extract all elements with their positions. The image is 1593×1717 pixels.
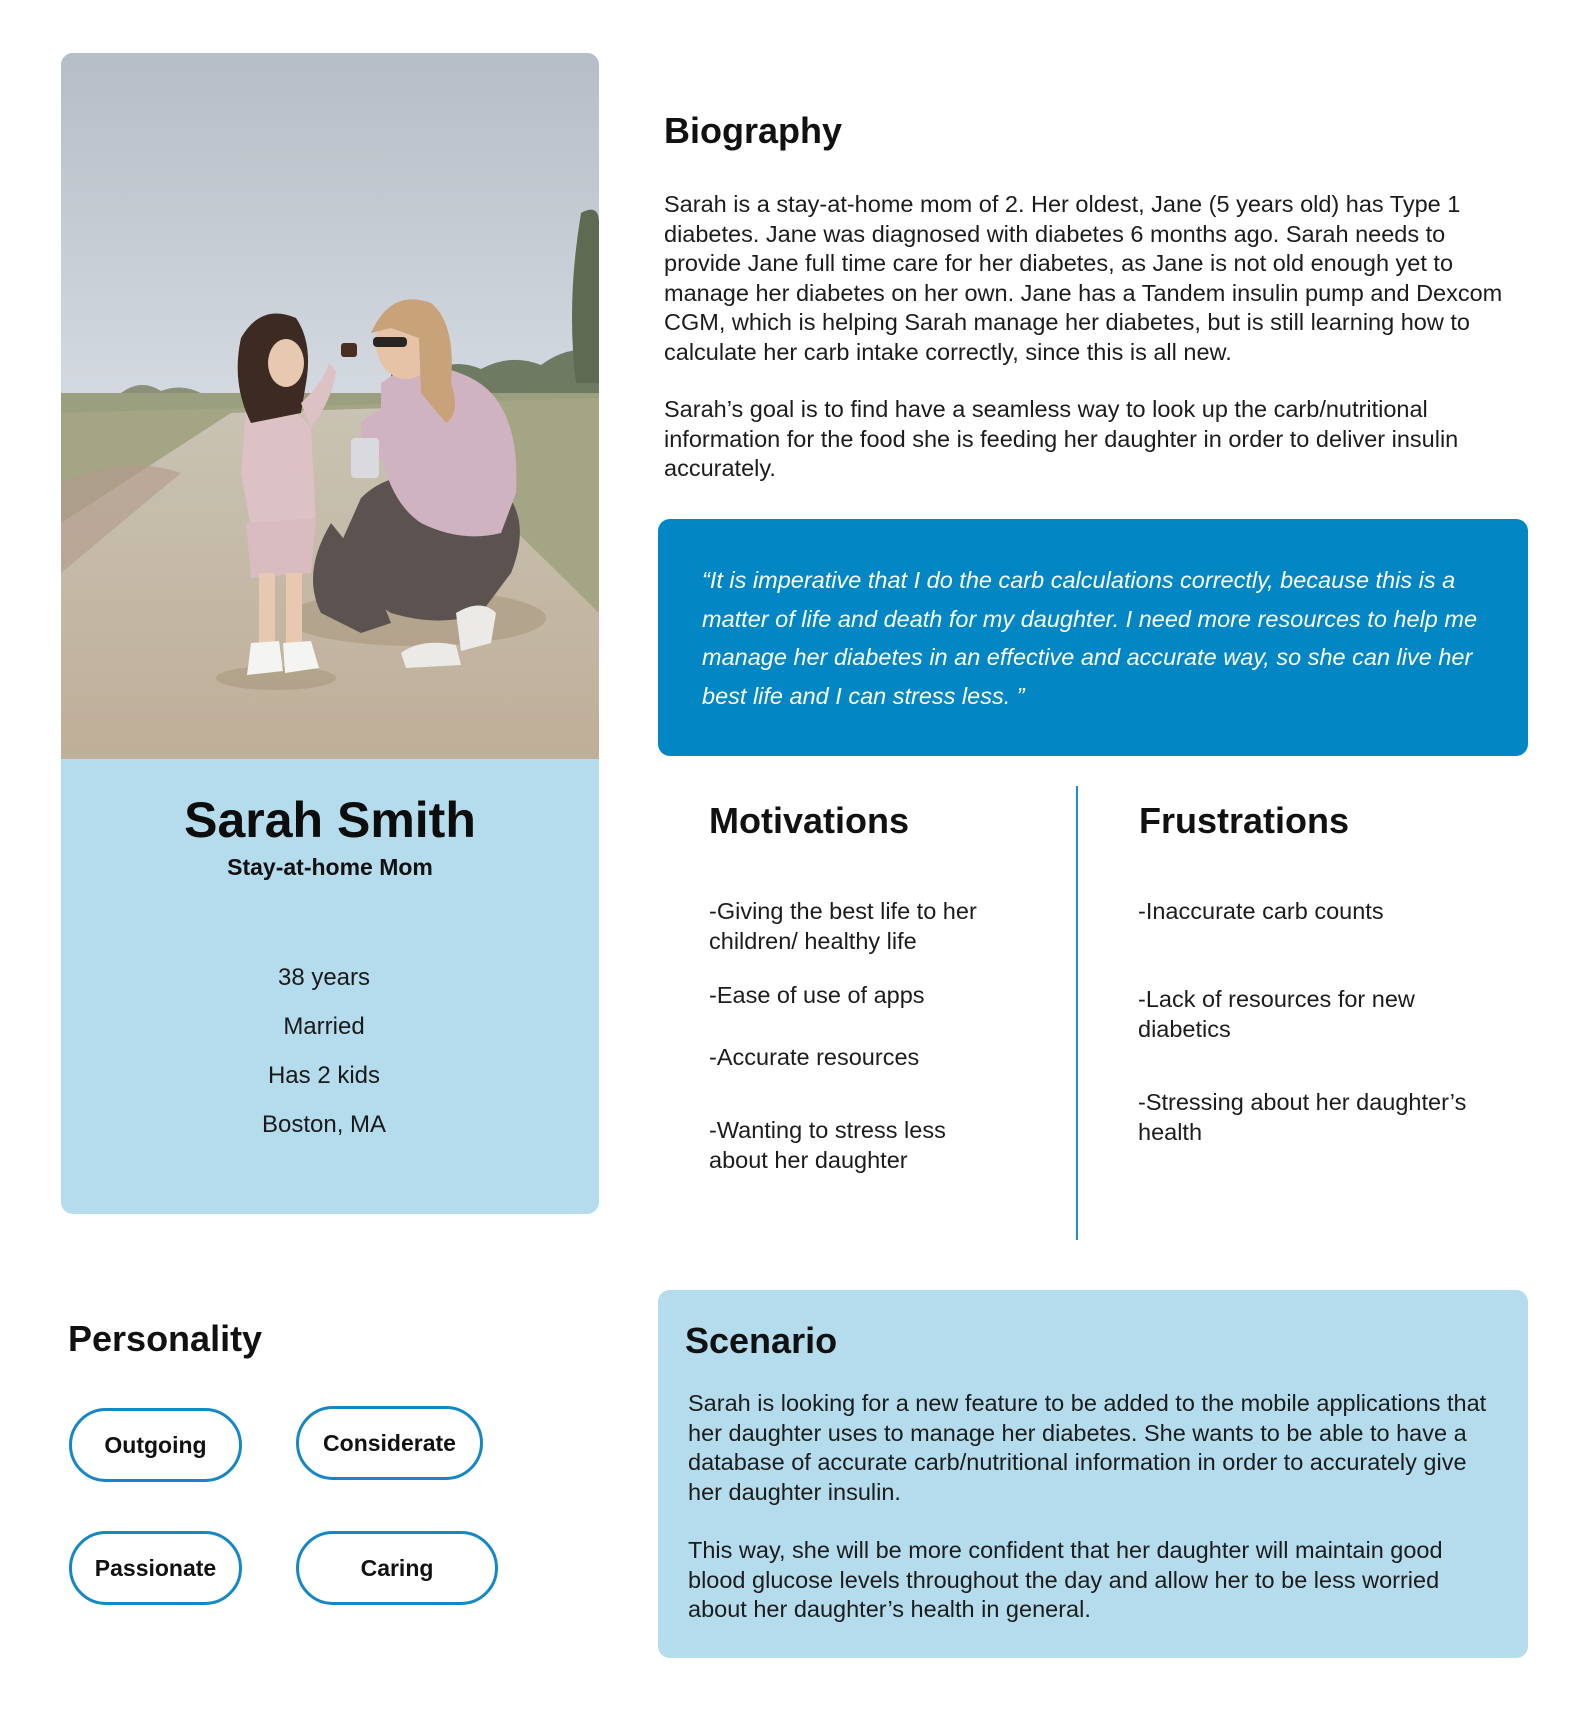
motivation-item: -Ease of use of apps: [709, 982, 925, 1008]
motivation-item: -Wanting to stress less about her daughter: [709, 1117, 946, 1173]
motivation-item: -Giving the best life to her children/ healthy life: [709, 898, 977, 954]
profile-name: Sarah Smith: [184, 792, 476, 848]
frustration-item: -Inaccurate carb counts: [1138, 898, 1384, 924]
quote-box: [658, 519, 1528, 756]
scenario-box: [658, 1290, 1528, 1658]
fact-location: Boston, MA: [261, 1111, 387, 1138]
profile-photo: [61, 53, 599, 759]
quote-text: “It is imperative that I do the carb calculations correctly, because this is a matter of life and death for my daughter. I need more resources to help me manage her diabetes in an effective and accurate way, so she can live her best life and I can stress less. ”: [702, 567, 1478, 709]
motivation-item: -Accurate resources: [709, 1044, 920, 1070]
frustration-item: -Stressing about her daughter’s health: [1138, 1089, 1467, 1145]
trait-pill-caring: Caring: [296, 1531, 498, 1605]
profile-facts: [61, 953, 599, 1149]
column-divider: [1076, 786, 1078, 1240]
mother-daughter-photo-icon: [61, 53, 599, 759]
profile-role: Stay-at-home Mom: [227, 854, 433, 880]
biography-paragraph: Sarah’s goal is to find have a seamless way to look up the carb/nutritional information for the food she is feeding her daughter in order to deliver insulin accurately.: [664, 396, 1459, 481]
frustration-item: -Lack of resources for new diabetics: [1138, 986, 1415, 1042]
personality-heading: Personality: [68, 1318, 263, 1359]
fact-marital-status: Married: [283, 1013, 365, 1040]
profile-card: [61, 53, 599, 1214]
biography-heading: Biography: [664, 110, 843, 151]
scenario-paragraph: Sarah is looking for a new feature to be added to the mobile applications that her daughter uses to manage her diabetes. She wants to be able to have a database of accurate carb/nutritional information in order to accurately give her daughter insulin.: [688, 1390, 1487, 1505]
fact-age: 38 years: [277, 964, 371, 991]
scenario-paragraph: This way, she will be more confident that her daughter will maintain good blood glucose levels throughout the day and allow her to be less worried about her daughter’s health in general.: [688, 1537, 1443, 1622]
scenario-heading: Scenario: [685, 1320, 838, 1361]
trait-pill-considerate: Considerate: [296, 1406, 483, 1480]
biography-paragraph: Sarah is a stay-at-home mom of 2. Her oldest, Jane (5 years old) has Type 1 diabetes. Jane was diagnosed with diabetes 6 months ago. Sarah needs to provide Jane full time care for her diabetes, as Jane is not old enough yet to manage her diabetes on her own. Jane has a Tandem insulin pump and Dexcom CGM, which is helping Sarah manage her diabetes, but is still learning how to calculate her carb intake correctly, since this is all new.: [664, 191, 1503, 365]
fact-kids: Has 2 kids: [267, 1062, 381, 1089]
trait-pill-outgoing: Outgoing: [69, 1408, 242, 1482]
trait-pill-passionate: Passionate: [69, 1531, 242, 1605]
frustrations-heading: Frustrations: [1139, 800, 1350, 841]
motivations-heading: Motivations: [709, 800, 910, 841]
